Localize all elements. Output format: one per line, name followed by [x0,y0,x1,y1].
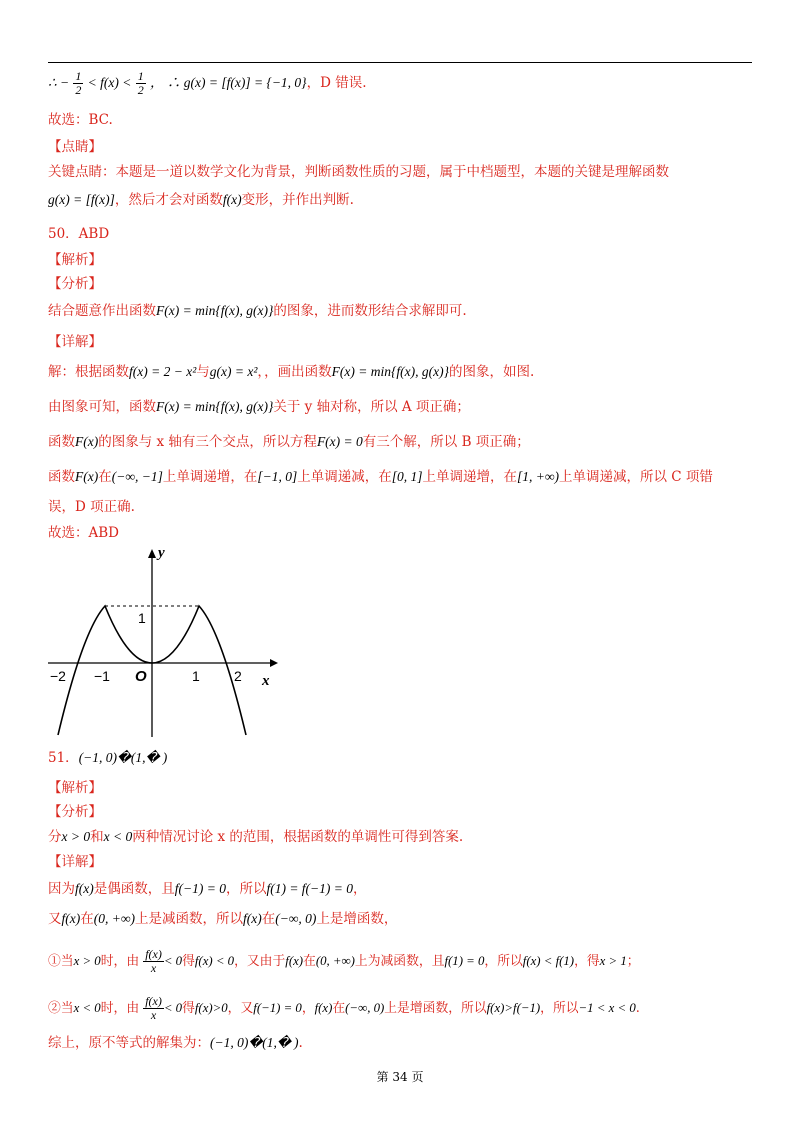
text: 有三个解，所以 B 项正确； [362,434,530,450]
fraction-fx-over-x [143,948,164,975]
line-12 [48,397,470,417]
d-wrong: ，D 错误. [306,75,367,91]
tick-label: 1 [192,668,200,684]
line-26 [48,1033,303,1053]
text: 在 [98,469,112,485]
denominator: 2 [75,83,82,97]
expr: x > 1 [599,954,627,968]
text: 上是增函数， [316,911,398,927]
interval: (0, +∞) [315,954,355,968]
text: 时，由 [100,954,140,969]
text: ， [301,1001,315,1016]
line-14 [48,467,713,487]
text: 又 [48,911,62,927]
q51-answer: (−1, 0)�(1,� ) [78,750,168,765]
heading-fenxi: 【分析】 [48,276,102,292]
text: 综上，原不等式的解集为： [48,1035,210,1051]
text: 的图象与 x 轴有三个交点，所以方程 [98,434,317,450]
text: 函数 [48,434,75,450]
expr: f(x)>0 [194,1001,228,1015]
function-graph [48,545,288,740]
text: 得 [182,1001,195,1016]
line-20 [48,827,463,847]
text: 得 [182,954,195,969]
text: ，所以 [540,1001,579,1016]
text: 和 [90,829,104,845]
line-25 [48,995,640,1022]
text: 上单调递减，在 [297,469,392,485]
expr: f(x) < 0 [194,954,235,968]
text: 两种情况讨论 x 的范围，根据函数的单调性可得到答案. [132,829,464,845]
g-set: ， ∴ g(x) = [f(x)] = {−1, 0} [149,75,307,90]
fraction-half [136,70,146,97]
text: ； [626,954,640,969]
text: ，所以 [225,881,267,897]
text: ，，画出函数 [257,364,332,380]
fraction-fx-over-x [143,995,164,1022]
numerator: 1 [137,69,144,83]
line-23 [48,909,397,929]
f-def: f(x) = 2 − x² [129,364,197,379]
interval: [1, +∞) [516,469,559,484]
y-axis-arrow [148,549,156,558]
text: 由图象可知，函数 [48,399,156,415]
line-24 [48,948,640,975]
F-def: F(x) = min{f(x), g(x)} [156,303,274,318]
text: 在 [332,1001,346,1016]
F-def: F(x) = min{f(x), g(x)} [331,364,449,379]
fx-inequality: < f(x) < [87,75,132,90]
heading-jiexi: 【解析】 [48,780,102,796]
therefore-minus: ∴ − [48,75,70,90]
text: 解：根据函数 [48,364,129,380]
text: 时，由 [100,1001,140,1016]
fx: f(x) [61,911,81,926]
Fx: F(x) [75,434,99,449]
text: 关于 y 轴对称，所以 A 项正确； [273,399,470,415]
text: 函数 [48,469,75,485]
interval: (−∞, 0) [275,911,317,926]
text: 上为减函数，且 [354,954,445,969]
text: 的图象，如图. [449,364,535,380]
text: 的图象，进而数形结合求解即可. [273,303,467,319]
tick-label-y1: 1 [138,610,146,626]
text: ，得 [574,954,600,969]
text: 分 [48,829,62,845]
line-1 [48,70,367,97]
equation: F(x) = 0 [316,434,363,449]
denominator: 2 [137,83,144,97]
expr: −1 < x < 0 [578,1001,636,1015]
heading-fenxi: 【分析】 [48,804,102,820]
cond: x > 0 [73,954,101,968]
expr: < 0 [163,1001,183,1015]
expr: f(1) = f(−1) = 0 [266,881,354,896]
cond: x > 0 [61,829,91,844]
line-9 [48,301,467,321]
y-axis-label: y [158,545,165,561]
origin-label: O [135,668,147,685]
text: ，所以 [484,954,523,969]
interval: [−1, 0] [257,469,298,484]
answer-bc: 故选：BC. [48,112,113,128]
F-def: F(x) = min{f(x), g(x)} [156,399,274,414]
text: 上单调递增，在 [162,469,258,485]
interval: (−∞, 0) [345,1001,385,1015]
g-def: g(x) = [f(x)] [48,192,115,207]
text: ②当 [48,1001,74,1016]
fraction-half [73,70,83,97]
expr: f(x) < f(1) [522,954,575,968]
text: 在 [303,954,316,969]
numerator: f(x) [145,947,162,961]
x-axis-label: x [262,673,270,689]
heading-xiangjie: 【详解】 [48,334,102,350]
text: 结合题意作出函数 [48,303,156,319]
text: 上是减函数，所以 [134,911,243,927]
cond: x < 0 [103,829,133,844]
text: 在 [261,911,276,927]
fx: f(x) [285,954,304,968]
text: . [298,1035,303,1051]
text: 是偶函数，且 [93,881,175,897]
solution-set: (−1, 0)�(1,� ) [210,1035,299,1050]
expr: f(1) = 0 [444,954,485,968]
top-rule [48,62,752,63]
q50-answer: 50．ABD [48,226,110,242]
interval: [0, 1] [391,469,423,484]
interval: (−∞, −1] [111,469,163,484]
expr: f(−1) = 0 [174,881,226,896]
text: 上单调递增，在 [422,469,517,485]
line-17 [48,748,167,768]
page-footer: 第 34 页 [376,1070,424,1084]
line-13 [48,432,530,452]
text: 因为 [48,881,75,897]
fx: f(x) [75,881,94,896]
text: . [635,1001,640,1016]
cond: x < 0 [73,1001,101,1015]
text: 在 [80,911,94,927]
text: ，又由于 [234,954,286,969]
q51-number: 51． [48,750,79,766]
text: ①当 [48,954,74,969]
interval: (0, +∞) [93,911,135,926]
line-11 [48,362,534,382]
numerator: f(x) [145,994,162,1008]
heading-xiangjie: 【详解】 [48,854,102,870]
g-def: g(x) = x² [209,364,258,379]
text: ，又 [227,1001,254,1016]
text: 上是增函数，所以 [384,1001,487,1016]
expr: < 0 [163,954,183,968]
heading-jiexi: 【解析】 [48,252,102,268]
text: ，然后才会对函数 [114,192,223,208]
fx: f(x) [222,192,242,207]
text: 变形，并作出判断. [241,192,354,208]
text: 上单调递减，所以 C 项错 [558,469,713,485]
denominator: x [150,1008,157,1022]
line-22 [48,879,367,899]
expr: f(−1) = 0 [253,1001,302,1015]
tick-label: 2 [234,668,242,684]
answer-abd: 故选：ABD [48,525,119,541]
denominator: x [150,961,157,975]
text: ， [353,881,367,897]
heading-dianjing: 【点睛】 [48,139,102,155]
expr: f(x)>f(−1) [486,1001,541,1015]
numerator: 1 [75,69,82,83]
fx: f(x) [242,911,262,926]
text: 与 [196,364,210,380]
fx: f(x) [314,1001,333,1015]
line-15: 误，D 项正确. [48,499,135,515]
x-axis-arrow [270,659,278,667]
tick-label: −2 [50,668,66,684]
line-5 [48,190,354,210]
tick-label: −1 [94,668,110,684]
Fx: F(x) [75,469,99,484]
key-point-text: 关键点睛：本题是一道以数学文化为背景，判断函数性质的习题，属于中档题型，本题的关键是理解函数 [48,164,669,180]
